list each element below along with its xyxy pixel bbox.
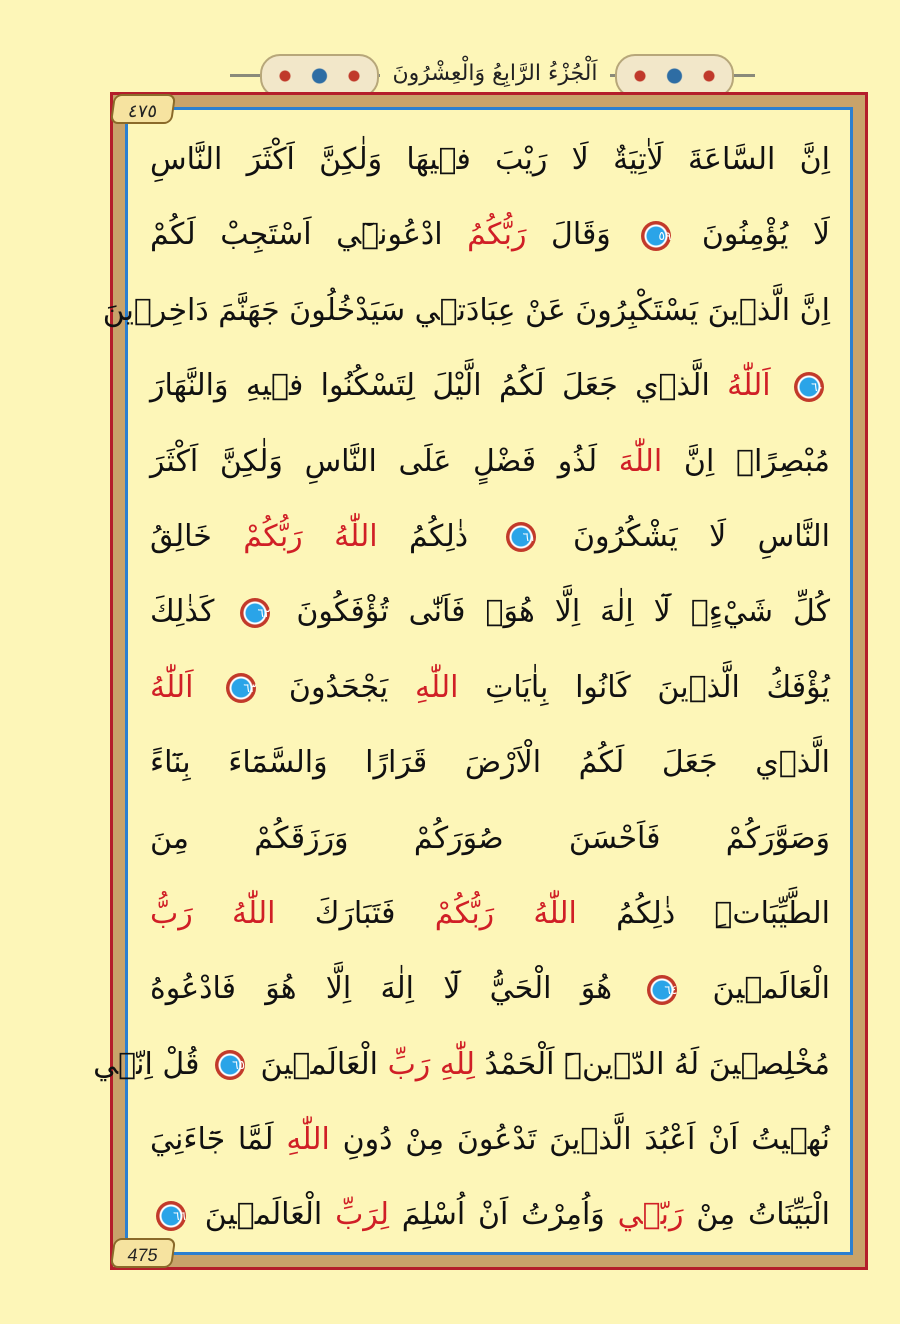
verse-text: الْبَيِّنَاتُ مِنْ: [696, 1197, 830, 1233]
ayah-marker: ٦١: [506, 522, 536, 552]
divine-name-text: رَبُّكُمُ: [467, 217, 527, 253]
verse-text: كَذٰلِكَ: [150, 594, 215, 630]
verse-text: اِنَّ الَّذ۪ينَ يَسْتَكْبِرُونَ عَنْ عِبَادَت۪ي سَيَدْخُلُونَ جَهَنَّمَ دَاخِر۪ينَ: [102, 292, 830, 328]
verse-line: [93, 1027, 830, 1102]
verse-line: [150, 574, 830, 649]
verse-line: [150, 1102, 830, 1177]
verse-text: يَجْحَدُونَ: [288, 669, 389, 705]
verse-text: ادْعُون۪ٓي اَسْتَجِبْ لَكُمْ: [150, 217, 443, 253]
verse-text: النَّاسِ لَا يَشْكُرُونَ: [572, 518, 830, 554]
verse-text: الْعَالَم۪ينَ: [260, 1046, 379, 1082]
divine-name-text: اَللّٰهُ: [150, 669, 194, 705]
verse-line: [150, 424, 830, 499]
verse-text: هُوَ الْحَيُّ لَٓا اِلٰهَ اِلَّا هُوَ فَادْعُوهُ: [150, 971, 613, 1007]
page-header: [230, 50, 755, 98]
divine-name-text: لِلّٰهِ رَبِّ: [387, 1046, 475, 1082]
divine-name-text: لِرَبِّ: [335, 1197, 389, 1233]
divine-name-text: اللّٰهُ رَبُّكُمْ: [434, 895, 577, 931]
verse-text: قُلْ اِنّ۪ي: [93, 1046, 200, 1082]
ayah-marker: ٦٤: [647, 975, 677, 1005]
verse-text: لَمَّا جَٓاءَنِيَ: [150, 1122, 274, 1158]
verse-line: [150, 348, 830, 423]
verse-line: [150, 876, 830, 951]
verse-line: [150, 725, 830, 800]
verse-line: [150, 499, 830, 574]
divine-name-text: اللّٰهِ: [414, 669, 459, 705]
verse-text: فَتَبَارَكَ: [314, 895, 396, 931]
verse-line: [150, 122, 830, 197]
page-number-bottom: 475: [110, 1238, 176, 1268]
verse-line: [150, 801, 830, 876]
verse-line: [150, 951, 830, 1026]
ayah-marker: ٦٢: [240, 598, 270, 628]
quran-text: [93, 122, 831, 1253]
verse-line: [150, 650, 830, 725]
verse-text: الْعَالَم۪ينَ: [712, 971, 830, 1007]
verse-text: وَصَوَّرَكُمْ فَاَحْسَنَ صُوَرَكُمْ وَرَزَقَكُمْ مِنَ: [150, 820, 830, 856]
verse-text: يُؤْفَكُ الَّذ۪ينَ كَانُوا بِاٰيَاتِ: [485, 669, 830, 705]
verse-text: الَّذ۪ي جَعَلَ لَكُمُ الَّيْلَ لِتَسْكُنُوا ف۪يهِ وَالنَّهَارَ: [150, 368, 710, 404]
divine-name-text: رَبّ۪ي: [617, 1197, 684, 1233]
verse-text: ذٰلِكُمُ: [409, 518, 469, 554]
divine-name-text: اللّٰهِ: [286, 1122, 330, 1158]
ayah-marker: ٥٩: [641, 221, 671, 251]
ayah-marker: ٦٦: [156, 1201, 186, 1231]
verse-text: كُلِّ شَيْءٍۢ لَٓا اِلٰهَ اِلَّا هُوَۘ فَاَنّٰى تُؤْفَكُونَ: [296, 594, 830, 630]
ayah-marker: ٦٣: [226, 673, 256, 703]
juz-title: اَلْجُزْءُ الرَّابِعُ وَالْعِشْرُونَ: [380, 56, 610, 92]
verse-line: [150, 1177, 830, 1252]
verse-text: لَا يُؤْمِنُونَ: [701, 217, 831, 253]
divine-name-text: اَللّٰهُ: [727, 368, 771, 404]
verse-line: [102, 273, 830, 348]
verse-text: الَّذ۪ي جَعَلَ لَكُمُ الْاَرْضَ قَرَارًا وَالسَّمَٓاءَ بِنَٓاءً: [150, 745, 830, 781]
ayah-marker: ٦٥: [215, 1050, 245, 1080]
verse-text: نُه۪يتُ اَنْ اَعْبُدَ الَّذ۪ينَ تَدْعُونَ مِنْ دُونِ: [342, 1122, 830, 1158]
divine-name-text: اللّٰهُ رَبُّ: [150, 895, 276, 931]
verse-text: لَذُو فَضْلٍ عَلَى النَّاسِ وَلٰكِنَّ اَكْثَرَ: [150, 443, 598, 479]
divine-name-text: اللّٰهَ: [618, 443, 663, 479]
verse-text: مُبْصِرًاۜ اِنَّ: [683, 443, 830, 479]
divine-name-text: اللّٰهُ رَبُّكُمْ: [243, 518, 378, 554]
verse-text: خَالِقُ: [150, 518, 212, 554]
verse-text: وَاُمِرْتُ اَنْ اُسْلِمَ: [401, 1197, 605, 1233]
verse-text: اِنَّ السَّاعَةَ لَاٰتِيَةٌ لَا رَيْبَ ف۪يهَا وَلٰكِنَّ اَكْثَرَ النَّاسِ: [150, 142, 830, 177]
verse-text: الطَّيِّبَاتِۜ ذٰلِكُمُ: [616, 895, 830, 931]
verse-text: وَقَالَ: [551, 217, 611, 253]
ayah-marker: ٦٠: [794, 372, 824, 402]
verse-text: الْعَالَم۪ينَ: [204, 1197, 323, 1233]
verse-text: مُخْلِص۪ينَ لَهُ الدّ۪ينَۜ اَلْحَمْدُ: [484, 1046, 830, 1082]
verse-line: [150, 197, 830, 272]
page-number-top: ٤٧٥: [110, 94, 176, 124]
